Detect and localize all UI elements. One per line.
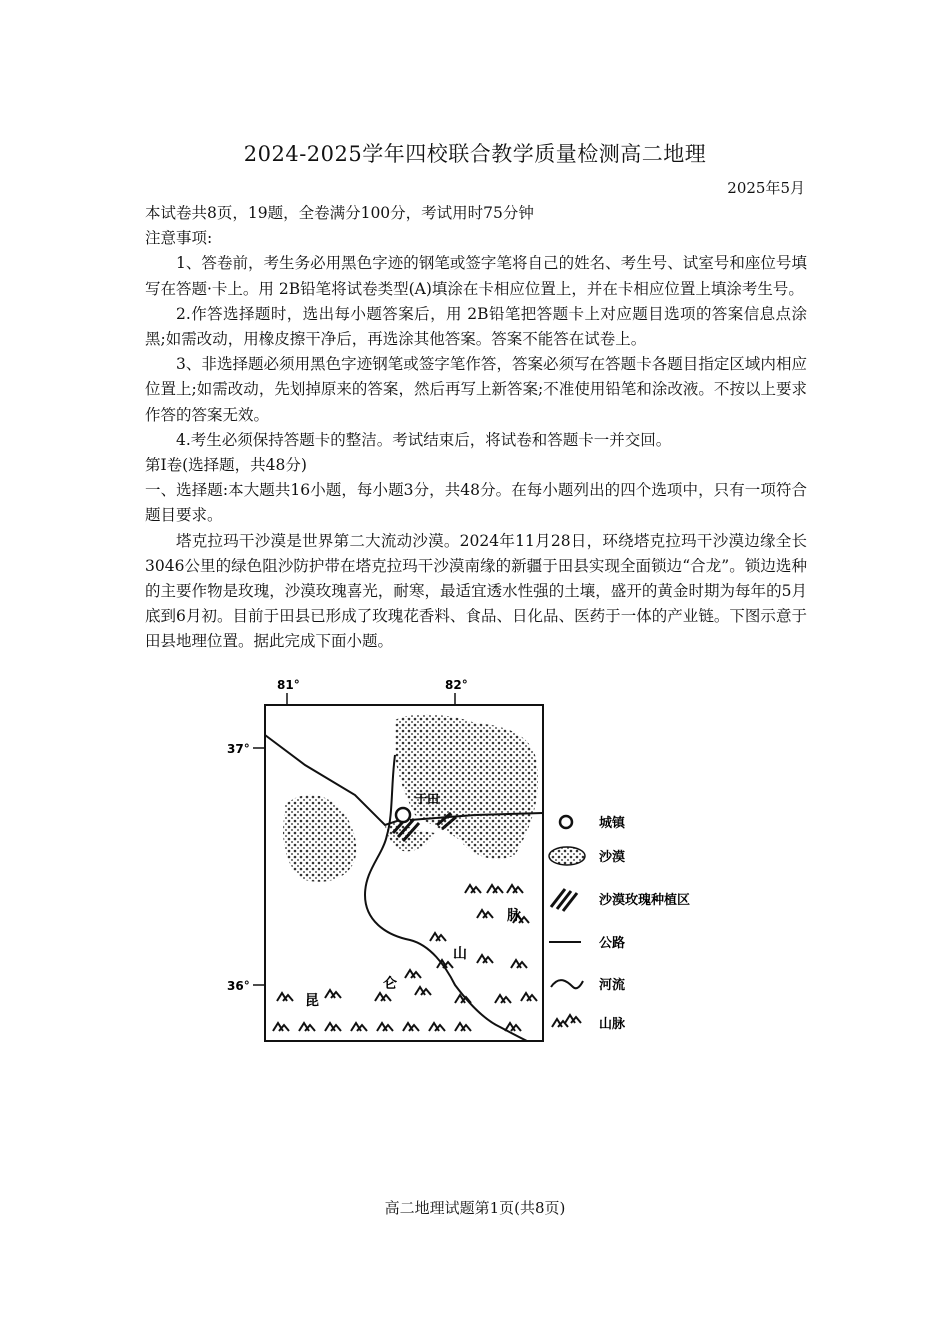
notice-item-3: 3、非选择题必须用黑色字迹钢笔或签字笔作答，答案必须写在答题卡各题目指定区域内相应位置上;如需改动，先划掉原来的答案，然后再写上新答案;不准使用铅笔和涂改液。不按以上要求作答的答案无效。 — [145, 355, 807, 424]
yutian-location-map — [215, 675, 735, 1055]
desert-area-center — [385, 823, 435, 851]
legend-road-label: 公路 — [599, 936, 626, 951]
exam-body — [145, 201, 807, 655]
legend-rose-label: 沙漠玫瑰种植区 — [599, 893, 691, 908]
mountain-char-mai: 脉 — [507, 908, 521, 924]
page-title: 2024-2025学年四校联合教学质量检测高二地理 — [243, 142, 707, 166]
legend-town-label: 城镇 — [599, 816, 626, 831]
legend-mountain-label: 山脉 — [599, 1017, 626, 1032]
legend-desert-label: 沙漠 — [599, 850, 626, 865]
desert-icon — [549, 847, 585, 865]
exam-info: 本试卷共8页，19题，全卷满分100分，考试用时75分钟 — [145, 204, 534, 222]
reading-passage: 塔克拉玛干沙漠是世界第二大流动沙漠。2024年11月28日，环绕塔克拉玛干沙漠边缘全长 3046公里的绿色阻沙防护带在塔克拉玛干沙漠南缘的新疆于田县实现全面锁边“合龙”。锁边选种的主要作物是玫瑰，沙漠玫瑰喜光，耐寒，最适宜透水性强的土壤，盛开的黄金时期为每年的5月底到6月初。目前于田县已形成了玫瑰花香料、食品、日化品、医药于一体的产业链。下图示意于田县地理位置。据此完成下面小题。 — [145, 531, 807, 651]
notice-item-2: 2.作答选择题时，选出每小题答案后，用 2B铅笔把答题卡上对应题目选项的答案信息点涂黑;如需改动，用橡皮擦干净后，再选涂其他答案。答案不能答在试卷上。 — [145, 304, 807, 349]
lon-label-81: 81° — [277, 678, 300, 692]
map-legend — [549, 815, 690, 1032]
yutian-town-marker — [396, 808, 410, 822]
page-footer: 高二地理试题第1页(共8页) — [384, 1199, 566, 1217]
notice-heading: 注意事项: — [145, 229, 213, 248]
notice-item-1: 1、答卷前，考生务必用黑色字迹的钢笔或签字笔将自己的姓名、考生号、试室号和座位号填写在答题·卡上。用 2B铅笔将试卷类型(A)填涂在卡相应位置上，并在卡相应位置上填涂考生号。 — [145, 254, 807, 298]
mountain-char-lun: 仑 — [383, 976, 397, 992]
legend-river-label: 河流 — [599, 978, 626, 993]
river-icon — [551, 980, 583, 988]
town-label: 于田 — [415, 792, 440, 806]
mountain-char-kun: 昆 — [305, 993, 319, 1009]
lat-label-36: 36° — [227, 979, 250, 993]
notice-item-4: 4.考生必须保持答题卡的整洁。考试结束后，将试卷和答题卡一并交回。 — [176, 430, 672, 449]
lat-label-37: 37° — [227, 742, 250, 756]
exam-date: 2025年5月 — [727, 179, 805, 197]
section-heading: 第Ⅰ卷(选择题，共48分) — [145, 456, 307, 475]
desert-area-west — [283, 795, 356, 882]
mountain-char-shan: 山 — [453, 946, 467, 962]
mountain-range — [273, 885, 537, 1031]
mountain-icon — [552, 1015, 581, 1027]
section-instructions: 一、选择题:本大题共16小题，每小题3分，共48分。在每小题列出的四个选项中，只有一项符合题目要求。 — [145, 481, 807, 525]
town-icon — [560, 816, 572, 828]
lon-label-82: 82° — [445, 678, 468, 692]
rose-area-icon — [551, 889, 577, 911]
